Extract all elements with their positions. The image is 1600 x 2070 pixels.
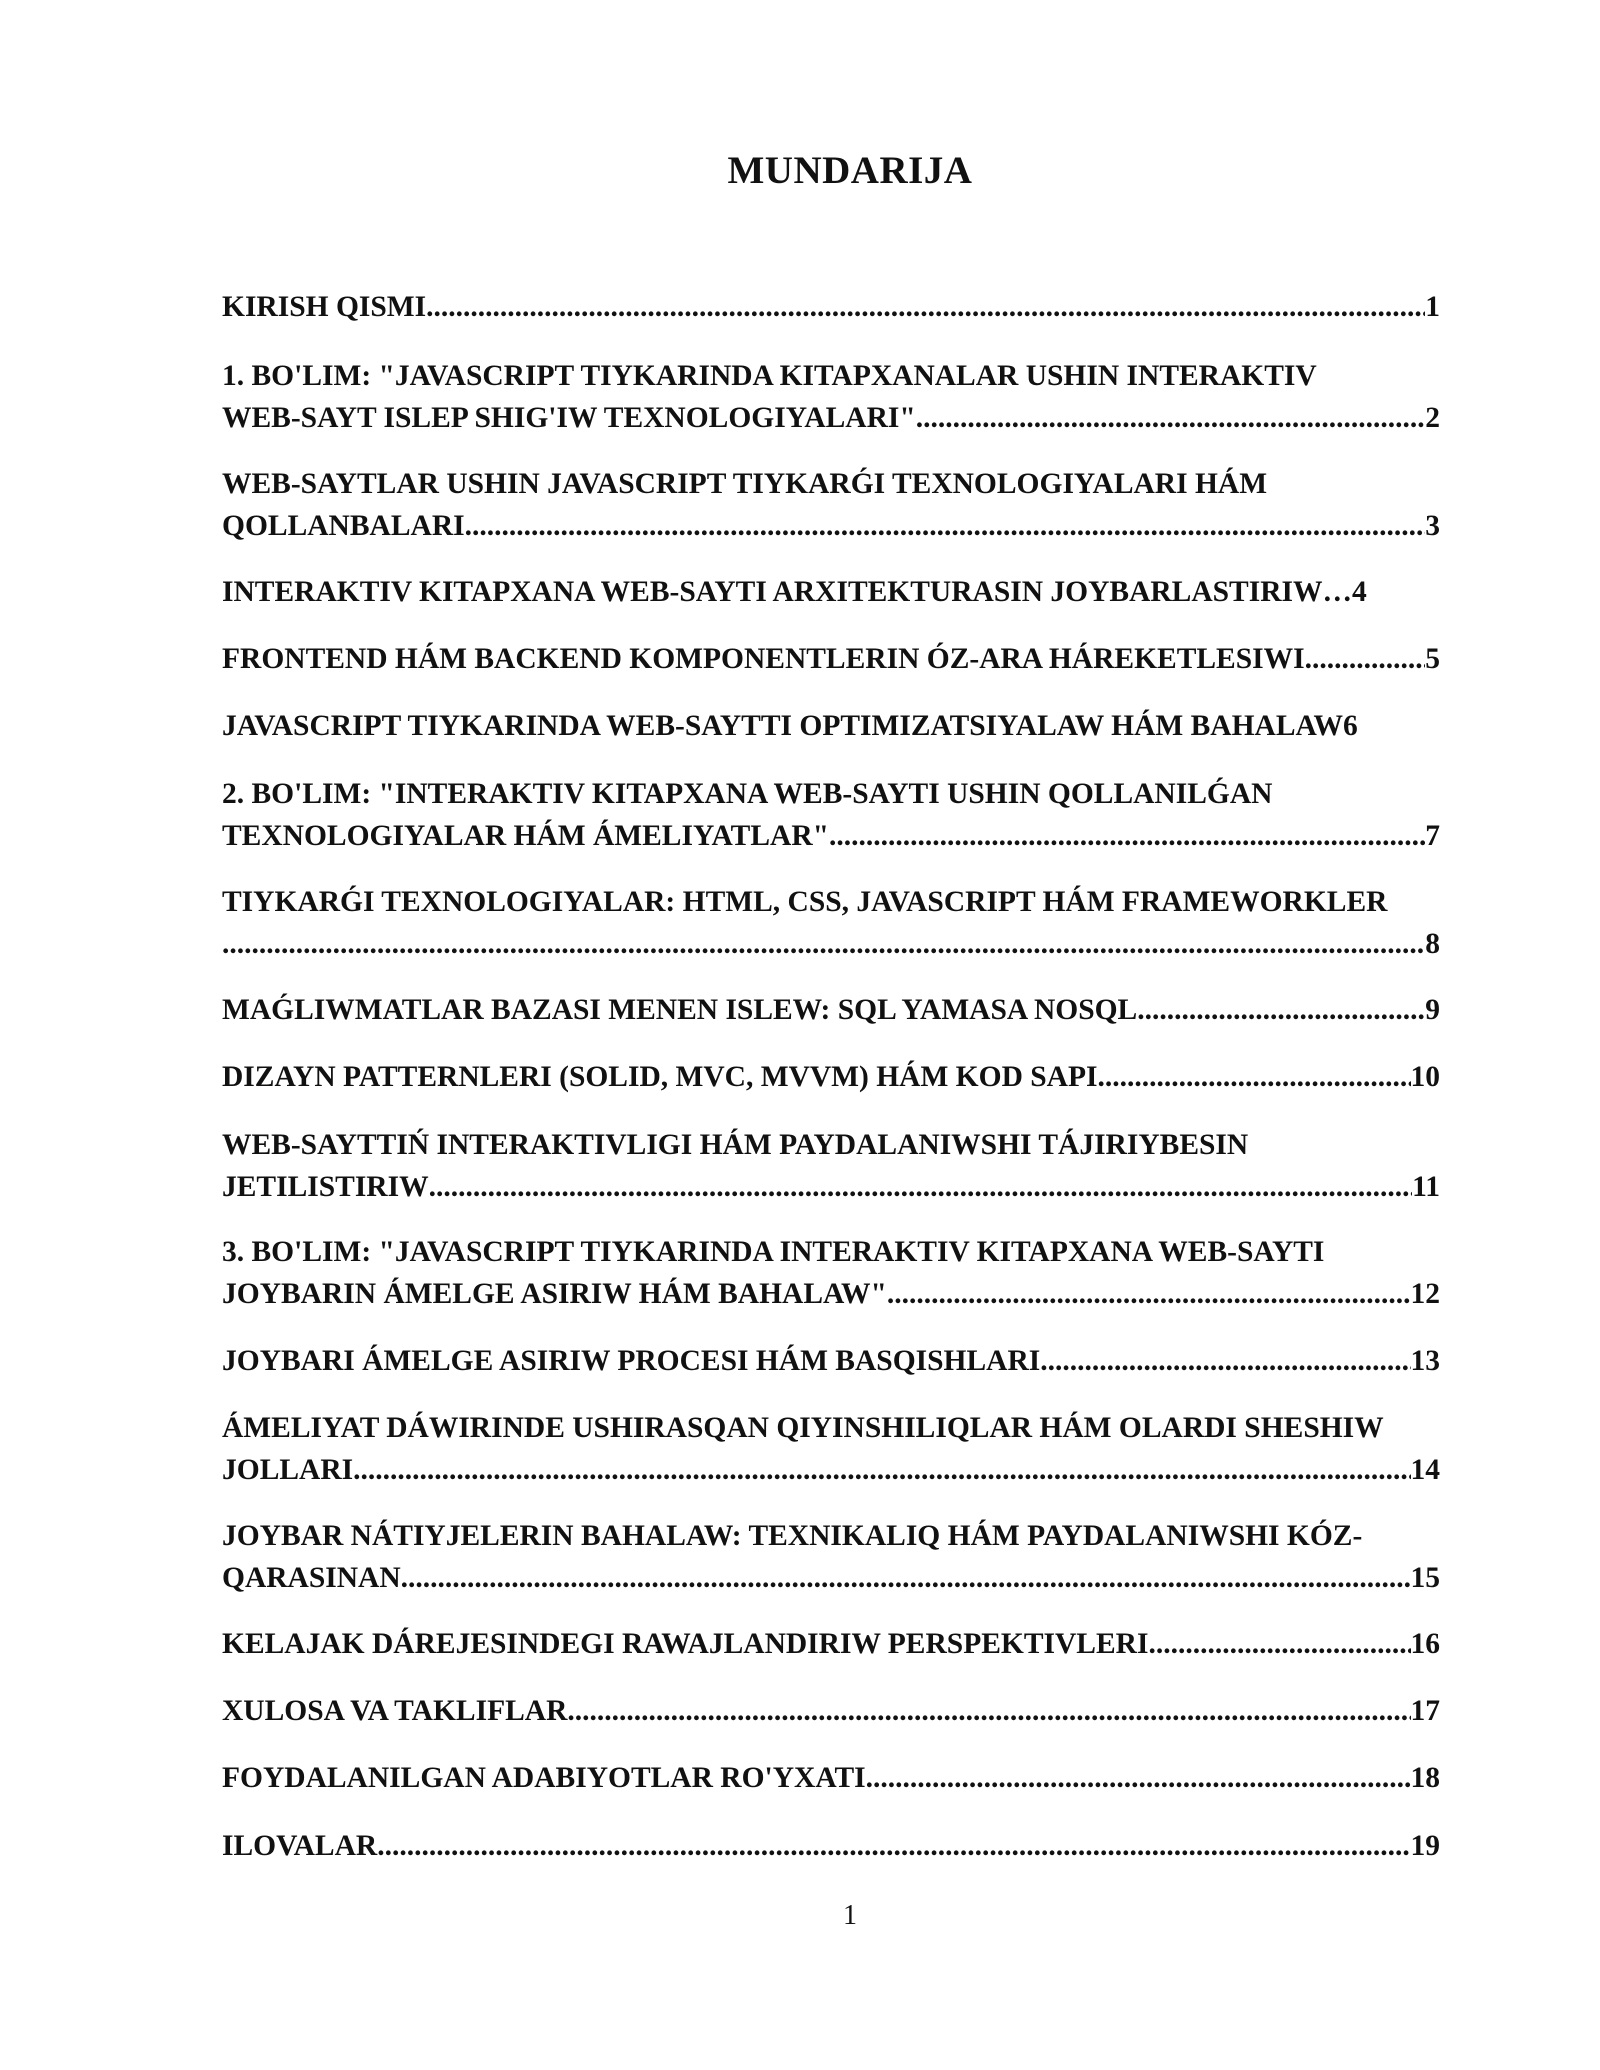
toc-entry-title: WEB-SAYTTIŃ INTERAKTIVLIGI HÁM PAYDALANIWSHI TÁJIRIYBESIN bbox=[222, 1129, 1249, 1161]
page-title: MUNDARIJA bbox=[727, 149, 973, 192]
toc-entry-title: XULOSA VA TAKLIFLAR bbox=[222, 1695, 568, 1727]
toc-entry[interactable] bbox=[222, 705, 1440, 747]
dot-leader bbox=[465, 505, 1426, 547]
toc-entry-title: JOLLARI bbox=[222, 1454, 354, 1486]
toc-entry-title: TIYKARǴI TEXNOLOGIYALAR: HTML, CSS, JAVASCRIPT HÁM FRAMEWORKLER bbox=[222, 886, 1388, 918]
dot-leader bbox=[1097, 1056, 1410, 1098]
toc-page-number: 2 bbox=[1425, 402, 1440, 434]
dot-leader bbox=[567, 1690, 1410, 1732]
toc-entry-title: QARASINAN bbox=[222, 1562, 401, 1594]
toc-entry[interactable] bbox=[222, 1124, 1440, 1208]
toc-page-number: 9 bbox=[1425, 994, 1440, 1026]
dot-leader bbox=[829, 815, 1425, 857]
dot-leader bbox=[866, 1757, 1411, 1799]
toc-entry-title: ILOVALAR bbox=[222, 1830, 378, 1862]
toc-page-number: 10 bbox=[1410, 1061, 1440, 1093]
toc-entry-title: JAVASCRIPT TIYKARINDA WEB-SAYTTI OPTIMIZATSIYALAW HÁM BAHALAW bbox=[222, 710, 1344, 742]
toc-entry-title: QOLLANBALARI bbox=[222, 510, 465, 542]
toc-entry[interactable] bbox=[222, 1690, 1440, 1732]
toc-entry[interactable] bbox=[222, 1825, 1440, 1867]
toc-entry-title: TEXNOLOGIYALAR HÁM ÁMELIYATLAR" bbox=[222, 820, 830, 852]
toc-entry-title: 1. BO'LIM: "JAVASCRIPT TIYKARINDA KITAPXANALAR USHIN INTERAKTIV bbox=[222, 360, 1317, 392]
page-number: 1 bbox=[843, 1900, 857, 1931]
toc-entry-title: JOYBARI ÁMELGE ASIRIW PROCESI HÁM BASQISHLARI bbox=[222, 1345, 1041, 1377]
toc-entry[interactable] bbox=[222, 638, 1440, 680]
dot-leader bbox=[426, 286, 1425, 328]
toc-page-number: 15 bbox=[1410, 1562, 1440, 1594]
toc-entry-title: ÁMELIYAT DÁWIRINDE USHIRASQAN QIYINSHILIQLAR HÁM OLARDI SHESHIW bbox=[222, 1412, 1384, 1444]
toc-page-number: 13 bbox=[1410, 1345, 1440, 1377]
dot-leader bbox=[887, 1273, 1411, 1315]
dot-leader bbox=[916, 397, 1425, 439]
toc-page-number: 12 bbox=[1410, 1278, 1440, 1310]
toc-entry-title: MAǴLIWMATLAR BAZASI MENEN ISLEW: SQL YAMASA NOSQL bbox=[222, 994, 1138, 1026]
dot-leader bbox=[377, 1825, 1410, 1867]
toc-page-number: 11 bbox=[1412, 1171, 1440, 1203]
toc-entry[interactable] bbox=[222, 571, 1440, 613]
toc-page-number: 6 bbox=[1343, 710, 1358, 742]
dot-leader bbox=[353, 1449, 1410, 1491]
toc-entry-title: FRONTEND HÁM BACKEND KOMPONENTLERIN ÓZ-ARA HÁREKETLESIWI bbox=[222, 643, 1305, 675]
toc-entry[interactable] bbox=[222, 463, 1440, 547]
toc-page-number: 1 bbox=[1425, 291, 1440, 323]
toc-entry[interactable] bbox=[222, 355, 1440, 439]
toc-entry[interactable] bbox=[222, 1056, 1440, 1098]
toc-entry[interactable] bbox=[222, 1757, 1440, 1799]
toc-entry-title: FOYDALANILGAN ADABIYOTLAR RO'YXATI bbox=[222, 1762, 866, 1794]
dot-leader bbox=[1305, 638, 1426, 680]
toc-entry[interactable] bbox=[222, 989, 1440, 1031]
toc-entry-title: KELAJAK DÁREJESINDEGI RAWAJLANDIRIW PERSPEKTIVLERI bbox=[222, 1628, 1149, 1660]
toc-page-number: 14 bbox=[1410, 1454, 1440, 1486]
toc-entry[interactable] bbox=[222, 773, 1440, 857]
toc-page-number: 19 bbox=[1410, 1830, 1440, 1862]
toc-entry[interactable] bbox=[222, 286, 1440, 328]
toc-entry[interactable] bbox=[222, 1407, 1440, 1491]
toc-entry[interactable] bbox=[222, 1515, 1440, 1599]
toc-page-number: 3 bbox=[1425, 510, 1440, 542]
toc-entry-title: JOYBAR NÁTIYJELERIN BAHALAW: TEXNIKALIQ HÁM PAYDALANIWSHI KÓZ- bbox=[222, 1520, 1363, 1552]
toc-entry-title: WEB-SAYT ISLEP SHIG'IW TEXNOLOGIYALARI" bbox=[222, 402, 916, 434]
dot-leader bbox=[429, 1166, 1413, 1208]
toc-page-number: 17 bbox=[1410, 1695, 1440, 1727]
toc-entry-title: DIZAYN PATTERNLERI (SOLID, MVC, MVVM) HÁM KOD SAPI bbox=[222, 1061, 1098, 1093]
toc-page-number: 4 bbox=[1352, 576, 1367, 608]
toc-entry-title: 2. BO'LIM: "INTERAKTIV KITAPXANA WEB-SAYTI USHIN QOLLANILǴAN bbox=[222, 778, 1273, 810]
toc-page-number: 7 bbox=[1425, 820, 1440, 852]
toc-page-number: 8 bbox=[1425, 928, 1440, 960]
toc-entry-title: JOYBARIN ÁMELGE ASIRIW HÁM BAHALAW" bbox=[222, 1278, 887, 1310]
dot-leader bbox=[401, 1557, 1411, 1599]
dot-leader bbox=[222, 923, 1425, 965]
dot-leader bbox=[1148, 1623, 1410, 1665]
toc-entry[interactable] bbox=[222, 1623, 1440, 1665]
toc-entry-title: KIRISH QISMI bbox=[222, 291, 427, 323]
toc-entry-title: WEB-SAYTLAR USHIN JAVASCRIPT TIYKARǴI TEXNOLOGIYALARI HÁM bbox=[222, 468, 1268, 500]
toc-entry[interactable] bbox=[222, 1231, 1440, 1315]
dot-leader bbox=[1040, 1340, 1410, 1382]
dot-leader bbox=[1137, 989, 1425, 1031]
toc-entry[interactable] bbox=[222, 1340, 1440, 1382]
toc-entry[interactable] bbox=[222, 881, 1440, 965]
toc-entry-title: INTERAKTIV KITAPXANA WEB-SAYTI ARXITEKTURASIN JOYBARLASTIRIW… bbox=[222, 576, 1353, 608]
toc-page-number: 18 bbox=[1410, 1762, 1440, 1794]
toc-page-number: 5 bbox=[1425, 643, 1440, 675]
toc-entry-title: 3. BO'LIM: "JAVASCRIPT TIYKARINDA INTERAKTIV KITAPXANA WEB-SAYTI bbox=[222, 1236, 1325, 1268]
toc-page-number: 16 bbox=[1410, 1628, 1440, 1660]
toc-entry-title: JETILISTIRIW bbox=[222, 1171, 429, 1203]
